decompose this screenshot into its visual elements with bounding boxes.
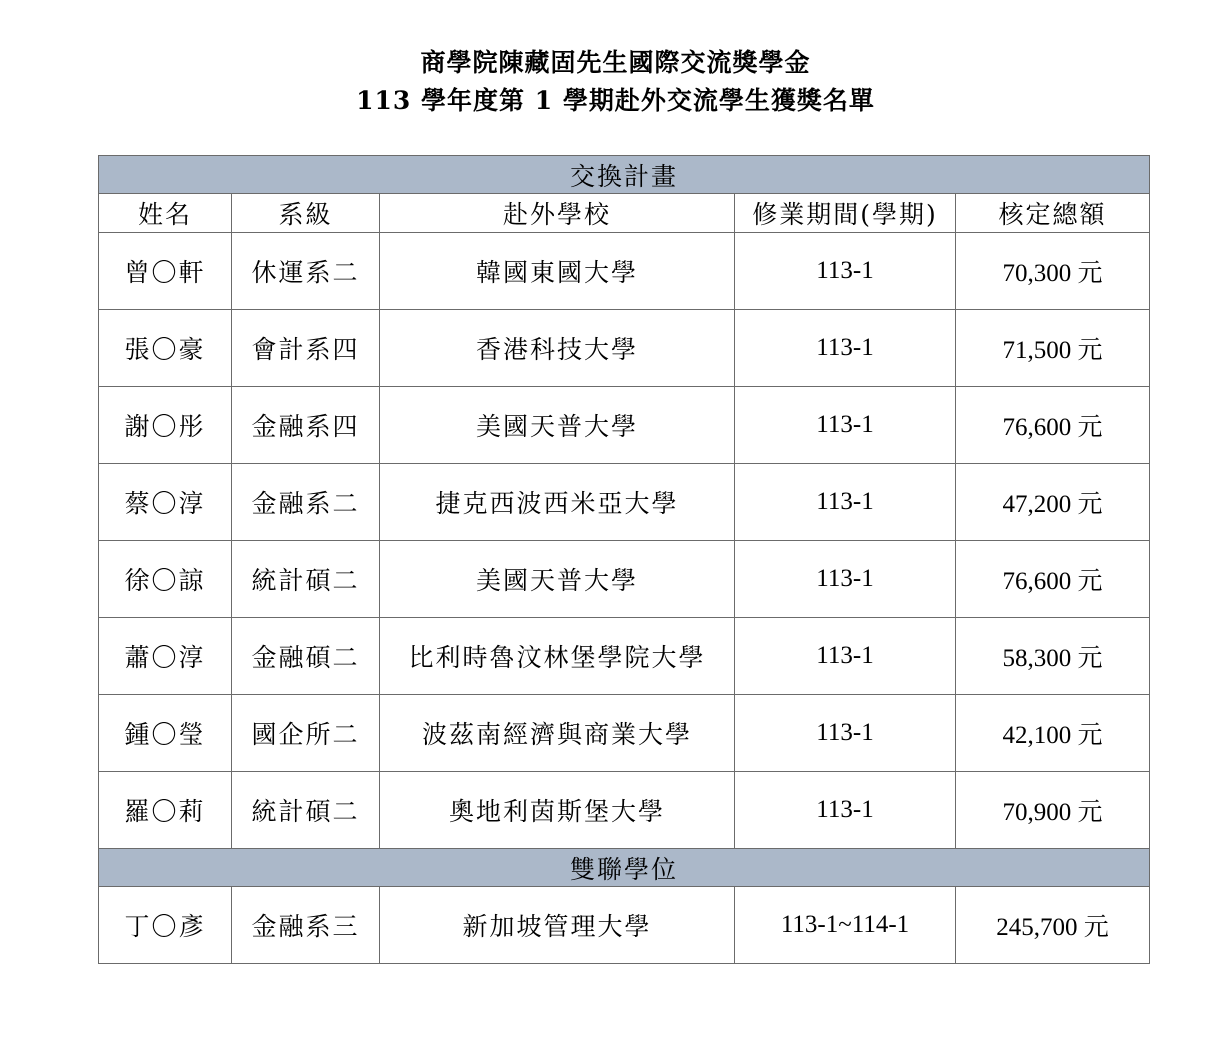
student-name: 徐〇諒 (99, 541, 232, 618)
student-name: 蕭〇淳 (99, 618, 232, 695)
study-period: 113-1 (735, 695, 956, 772)
study-period: 113-1 (735, 233, 956, 310)
table-row (99, 387, 1150, 464)
document-title (0, 44, 1231, 120)
school-name: 波茲南經濟與商業大學 (380, 695, 735, 772)
award-amount: 76,600 元 (956, 387, 1150, 464)
student-name: 丁〇彥 (99, 887, 232, 964)
student-dept: 金融碩二 (232, 618, 380, 695)
school-name: 韓國東國大學 (380, 233, 735, 310)
student-dept: 國企所二 (232, 695, 380, 772)
school-name: 捷克西波西米亞大學 (380, 464, 735, 541)
award-amount: 70,900 元 (956, 772, 1150, 849)
student-dept: 金融系二 (232, 464, 380, 541)
study-period: 113-1 (735, 541, 956, 618)
award-amount: 76,600 元 (956, 541, 1150, 618)
student-name: 蔡〇淳 (99, 464, 232, 541)
section-row-exchange (99, 156, 1150, 194)
study-period: 113-1~114-1 (735, 887, 956, 964)
title-line-1: 商學院陳藏固先生國際交流獎學金 (420, 48, 811, 77)
school-name: 美國天普大學 (380, 541, 735, 618)
header-amount: 核定總額 (956, 194, 1150, 233)
student-name: 羅〇莉 (99, 772, 232, 849)
table-row (99, 695, 1150, 772)
header-name: 姓名 (99, 194, 232, 233)
award-amount: 70,300 元 (956, 233, 1150, 310)
header-row (99, 194, 1150, 233)
table-row (99, 310, 1150, 387)
award-amount: 245,700 元 (956, 887, 1150, 964)
student-dept: 統計碩二 (232, 541, 380, 618)
section-label: 交換計畫 (99, 156, 1150, 194)
table-row (99, 618, 1150, 695)
study-period: 113-1 (735, 772, 956, 849)
award-table (98, 155, 1150, 964)
school-name: 比利時魯汶林堡學院大學 (380, 618, 735, 695)
study-period: 113-1 (735, 618, 956, 695)
school-name: 美國天普大學 (380, 387, 735, 464)
header-dept: 系級 (232, 194, 380, 233)
award-amount: 47,200 元 (956, 464, 1150, 541)
header-school: 赴外學校 (380, 194, 735, 233)
study-period: 113-1 (735, 310, 956, 387)
award-amount: 58,300 元 (956, 618, 1150, 695)
student-dept: 金融系三 (232, 887, 380, 964)
table-row (99, 464, 1150, 541)
table-row (99, 541, 1150, 618)
student-name: 謝〇彤 (99, 387, 232, 464)
student-dept: 統計碩二 (232, 772, 380, 849)
table-row (99, 887, 1150, 964)
title-line-2: 113 學年度第 1 學期赴外交流學生獲獎名單 (356, 86, 875, 115)
student-dept: 休運系二 (232, 233, 380, 310)
table-row (99, 772, 1150, 849)
school-name: 奧地利茵斯堡大學 (380, 772, 735, 849)
student-name: 張〇豪 (99, 310, 232, 387)
student-name: 鍾〇瑩 (99, 695, 232, 772)
award-amount: 71,500 元 (956, 310, 1150, 387)
school-name: 新加坡管理大學 (380, 887, 735, 964)
header-period: 修業期間(學期) (735, 194, 956, 233)
school-name: 香港科技大學 (380, 310, 735, 387)
study-period: 113-1 (735, 387, 956, 464)
award-amount: 42,100 元 (956, 695, 1150, 772)
section-row-dual-degree (99, 849, 1150, 887)
study-period: 113-1 (735, 464, 956, 541)
table-row (99, 233, 1150, 310)
student-name: 曾〇軒 (99, 233, 232, 310)
section-label: 雙聯學位 (99, 849, 1150, 887)
student-dept: 金融系四 (232, 387, 380, 464)
student-dept: 會計系四 (232, 310, 380, 387)
